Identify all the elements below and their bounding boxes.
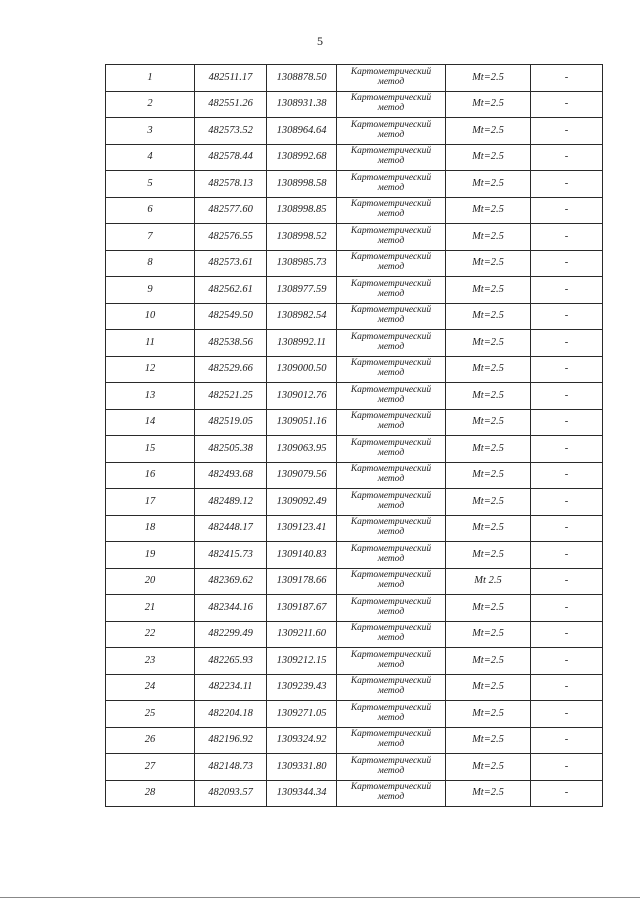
coordinates-table: [105, 64, 603, 807]
accuracy-cell: Mt=2.5: [446, 648, 531, 675]
point-number-cell: 13: [106, 383, 195, 410]
method-line-2: метод: [377, 553, 405, 564]
table-row: [106, 674, 603, 701]
method-line-1: Картометрический: [350, 596, 432, 607]
method-line-2: метод: [377, 156, 405, 167]
method-line-2: метод: [377, 606, 405, 617]
coordinate-x-cell: 482578.44: [195, 144, 267, 171]
method-cell: [337, 197, 446, 224]
coordinate-y-cell: 1308992.11: [267, 330, 337, 357]
method-cell: [337, 144, 446, 171]
note-cell: -: [531, 595, 603, 622]
point-number-cell: 22: [106, 621, 195, 648]
point-number-cell: 3: [106, 118, 195, 145]
point-number-cell: 20: [106, 568, 195, 595]
method-cell: [337, 701, 446, 728]
accuracy-cell: Mt=2.5: [446, 542, 531, 569]
coordinate-x-cell: 482521.25: [195, 383, 267, 410]
table-row: [106, 197, 603, 224]
coordinate-x-cell: 482234.11: [195, 674, 267, 701]
method-line-1: Картометрический: [350, 172, 432, 183]
method-line-1: Картометрический: [350, 437, 432, 448]
method-line-2: метод: [377, 659, 405, 670]
accuracy-cell: Mt=2.5: [446, 330, 531, 357]
note-cell: -: [531, 621, 603, 648]
note-cell: -: [531, 144, 603, 171]
table-row: [106, 621, 603, 648]
coordinate-y-cell: 1309092.49: [267, 489, 337, 516]
note-cell: -: [531, 674, 603, 701]
note-cell: -: [531, 515, 603, 542]
table-row: [106, 356, 603, 383]
note-cell: -: [531, 489, 603, 516]
method-line-2: метод: [377, 739, 405, 750]
method-cell: [337, 489, 446, 516]
note-cell: -: [531, 727, 603, 754]
point-number-cell: 16: [106, 462, 195, 489]
table-row: [106, 648, 603, 675]
coordinate-x-cell: 482448.17: [195, 515, 267, 542]
coordinate-y-cell: 1309051.16: [267, 409, 337, 436]
note-cell: -: [531, 118, 603, 145]
method-cell: [337, 409, 446, 436]
point-number-cell: 9: [106, 277, 195, 304]
accuracy-cell: Mt=2.5: [446, 674, 531, 701]
table-row: [106, 489, 603, 516]
page-number: 5: [317, 34, 323, 48]
method-cell: [337, 754, 446, 781]
accuracy-cell: Mt=2.5: [446, 144, 531, 171]
method-line-1: Картометрический: [350, 543, 432, 554]
accuracy-cell: Mt=2.5: [446, 489, 531, 516]
coordinate-y-cell: 1309079.56: [267, 462, 337, 489]
method-line-2: метод: [377, 474, 405, 485]
coordinate-y-cell: 1308992.68: [267, 144, 337, 171]
point-number-cell: 27: [106, 754, 195, 781]
note-cell: -: [531, 542, 603, 569]
coordinate-y-cell: 1308985.73: [267, 250, 337, 277]
note-cell: -: [531, 356, 603, 383]
method-line-1: Картометрический: [350, 623, 432, 634]
method-line-2: метод: [377, 447, 405, 458]
table-body: [106, 65, 603, 807]
method-cell: [337, 648, 446, 675]
coordinate-x-cell: 482562.61: [195, 277, 267, 304]
coordinate-y-cell: 1308931.38: [267, 91, 337, 118]
method-cell: [337, 65, 446, 92]
method-cell: [337, 568, 446, 595]
method-line-1: Картометрический: [350, 570, 432, 581]
coordinate-x-cell: 482511.17: [195, 65, 267, 92]
method-cell: [337, 250, 446, 277]
coordinate-x-cell: 482529.66: [195, 356, 267, 383]
method-line-1: Картометрический: [350, 66, 432, 77]
table-row: [106, 727, 603, 754]
point-number-cell: 10: [106, 303, 195, 330]
method-line-1: Картометрический: [350, 331, 432, 342]
point-number-cell: 12: [106, 356, 195, 383]
method-line-1: Картометрический: [350, 755, 432, 766]
coordinate-x-cell: 482415.73: [195, 542, 267, 569]
coordinate-y-cell: 1309178.66: [267, 568, 337, 595]
table-row: [106, 701, 603, 728]
method-line-2: метод: [377, 368, 405, 379]
method-cell: [337, 383, 446, 410]
coordinate-x-cell: 482344.16: [195, 595, 267, 622]
method-line-2: метод: [377, 712, 405, 723]
method-cell: [337, 224, 446, 251]
method-line-2: метод: [377, 686, 405, 697]
table-row: [106, 224, 603, 251]
coordinate-y-cell: 1309063.95: [267, 436, 337, 463]
method-cell: [337, 542, 446, 569]
method-line-1: Картометрический: [350, 490, 432, 501]
note-cell: -: [531, 303, 603, 330]
coordinate-y-cell: 1309324.92: [267, 727, 337, 754]
table-row: [106, 144, 603, 171]
coordinate-x-cell: 482551.26: [195, 91, 267, 118]
table-row: [106, 542, 603, 569]
coordinate-x-cell: 482148.73: [195, 754, 267, 781]
method-line-1: Картометрический: [350, 305, 432, 316]
coordinate-y-cell: 1308964.64: [267, 118, 337, 145]
accuracy-cell: Mt=2.5: [446, 409, 531, 436]
coordinate-y-cell: 1308982.54: [267, 303, 337, 330]
accuracy-cell: Mt=2.5: [446, 303, 531, 330]
accuracy-cell: Mt=2.5: [446, 277, 531, 304]
coordinate-y-cell: 1309212.15: [267, 648, 337, 675]
method-cell: [337, 727, 446, 754]
coordinate-x-cell: 482204.18: [195, 701, 267, 728]
method-line-2: метод: [377, 527, 405, 538]
coordinate-x-cell: 482369.62: [195, 568, 267, 595]
coordinate-x-cell: 482489.12: [195, 489, 267, 516]
note-cell: -: [531, 65, 603, 92]
coordinate-y-cell: 1309000.50: [267, 356, 337, 383]
method-line-1: Картометрический: [350, 119, 432, 130]
coordinate-y-cell: 1308977.59: [267, 277, 337, 304]
page-bottom-rule: [0, 897, 640, 898]
method-line-1: Картометрический: [350, 278, 432, 289]
method-line-2: метод: [377, 341, 405, 352]
coordinate-x-cell: 482538.56: [195, 330, 267, 357]
point-number-cell: 25: [106, 701, 195, 728]
note-cell: -: [531, 224, 603, 251]
method-line-1: Картометрический: [350, 411, 432, 422]
point-number-cell: 21: [106, 595, 195, 622]
point-number-cell: 17: [106, 489, 195, 516]
coordinate-x-cell: 482578.13: [195, 171, 267, 198]
accuracy-cell: Mt 2.5: [446, 568, 531, 595]
method-cell: [337, 118, 446, 145]
table-row: [106, 171, 603, 198]
method-line-1: Картометрический: [350, 729, 432, 740]
method-line-2: метод: [377, 103, 405, 114]
table-row: [106, 436, 603, 463]
table-row: [106, 595, 603, 622]
coordinate-y-cell: 1309012.76: [267, 383, 337, 410]
coordinate-y-cell: 1308998.52: [267, 224, 337, 251]
coordinate-x-cell: 482573.61: [195, 250, 267, 277]
method-line-1: Картометрический: [350, 252, 432, 263]
coordinate-y-cell: 1309140.83: [267, 542, 337, 569]
method-line-1: Картометрический: [350, 358, 432, 369]
accuracy-cell: Mt=2.5: [446, 224, 531, 251]
method-cell: [337, 91, 446, 118]
coordinate-y-cell: 1309211.60: [267, 621, 337, 648]
method-line-2: метод: [377, 500, 405, 511]
method-line-2: метод: [377, 288, 405, 299]
coordinate-y-cell: 1309271.05: [267, 701, 337, 728]
method-line-2: метод: [377, 182, 405, 193]
method-line-1: Картометрический: [350, 649, 432, 660]
note-cell: -: [531, 568, 603, 595]
accuracy-cell: Mt=2.5: [446, 65, 531, 92]
accuracy-cell: Mt=2.5: [446, 754, 531, 781]
method-line-2: метод: [377, 76, 405, 87]
method-line-2: метод: [377, 394, 405, 405]
note-cell: -: [531, 250, 603, 277]
accuracy-cell: Mt=2.5: [446, 595, 531, 622]
coordinate-x-cell: 482093.57: [195, 780, 267, 807]
coordinate-x-cell: 482577.60: [195, 197, 267, 224]
method-line-2: метод: [377, 792, 405, 803]
point-number-cell: 2: [106, 91, 195, 118]
method-line-2: метод: [377, 209, 405, 220]
note-cell: -: [531, 171, 603, 198]
method-cell: [337, 330, 446, 357]
method-cell: [337, 621, 446, 648]
note-cell: -: [531, 409, 603, 436]
note-cell: -: [531, 383, 603, 410]
note-cell: -: [531, 330, 603, 357]
method-cell: [337, 303, 446, 330]
coordinate-x-cell: 482576.55: [195, 224, 267, 251]
accuracy-cell: Mt=2.5: [446, 436, 531, 463]
note-cell: -: [531, 462, 603, 489]
table-row: [106, 250, 603, 277]
coordinate-x-cell: 482265.93: [195, 648, 267, 675]
accuracy-cell: Mt=2.5: [446, 118, 531, 145]
point-number-cell: 4: [106, 144, 195, 171]
point-number-cell: 24: [106, 674, 195, 701]
note-cell: -: [531, 780, 603, 807]
table-row: [106, 409, 603, 436]
accuracy-cell: Mt=2.5: [446, 462, 531, 489]
table-row: [106, 754, 603, 781]
method-line-1: Картометрический: [350, 517, 432, 528]
point-number-cell: 14: [106, 409, 195, 436]
point-number-cell: 26: [106, 727, 195, 754]
note-cell: -: [531, 436, 603, 463]
coordinate-y-cell: 1309331.80: [267, 754, 337, 781]
method-line-2: метод: [377, 129, 405, 140]
coordinate-x-cell: 482573.52: [195, 118, 267, 145]
note-cell: -: [531, 648, 603, 675]
table-row: [106, 330, 603, 357]
accuracy-cell: Mt=2.5: [446, 515, 531, 542]
table-row: [106, 118, 603, 145]
table-row: [106, 303, 603, 330]
method-line-1: Картометрический: [350, 702, 432, 713]
method-line-1: Картометрический: [350, 676, 432, 687]
method-cell: [337, 674, 446, 701]
table-row: [106, 65, 603, 92]
coordinate-x-cell: 482493.68: [195, 462, 267, 489]
coordinate-y-cell: 1309187.67: [267, 595, 337, 622]
method-line-1: Картометрический: [350, 199, 432, 210]
coordinate-x-cell: 482196.92: [195, 727, 267, 754]
accuracy-cell: Mt=2.5: [446, 197, 531, 224]
note-cell: -: [531, 277, 603, 304]
method-cell: [337, 356, 446, 383]
accuracy-cell: Mt=2.5: [446, 701, 531, 728]
point-number-cell: 5: [106, 171, 195, 198]
table-row: [106, 277, 603, 304]
method-line-2: метод: [377, 633, 405, 644]
point-number-cell: 28: [106, 780, 195, 807]
coordinate-y-cell: 1308998.85: [267, 197, 337, 224]
note-cell: -: [531, 197, 603, 224]
method-cell: [337, 780, 446, 807]
method-line-2: метод: [377, 315, 405, 326]
accuracy-cell: Mt=2.5: [446, 250, 531, 277]
method-cell: [337, 595, 446, 622]
note-cell: -: [531, 91, 603, 118]
method-line-1: Картометрический: [350, 782, 432, 793]
table-row: [106, 515, 603, 542]
method-cell: [337, 462, 446, 489]
point-number-cell: 7: [106, 224, 195, 251]
coordinate-y-cell: 1308878.50: [267, 65, 337, 92]
table-row: [106, 91, 603, 118]
point-number-cell: 8: [106, 250, 195, 277]
method-cell: [337, 515, 446, 542]
coordinate-y-cell: 1309123.41: [267, 515, 337, 542]
method-line-2: метод: [377, 765, 405, 776]
method-line-1: Картометрический: [350, 225, 432, 236]
method-cell: [337, 277, 446, 304]
method-line-1: Картометрический: [350, 384, 432, 395]
note-cell: -: [531, 701, 603, 728]
accuracy-cell: Mt=2.5: [446, 383, 531, 410]
table-row: [106, 462, 603, 489]
accuracy-cell: Mt=2.5: [446, 621, 531, 648]
coordinate-y-cell: 1309239.43: [267, 674, 337, 701]
point-number-cell: 18: [106, 515, 195, 542]
method-cell: [337, 171, 446, 198]
accuracy-cell: Mt=2.5: [446, 727, 531, 754]
table-row: [106, 780, 603, 807]
method-line-1: Картометрический: [350, 146, 432, 157]
method-line-2: метод: [377, 235, 405, 246]
point-number-cell: 19: [106, 542, 195, 569]
point-number-cell: 11: [106, 330, 195, 357]
accuracy-cell: Mt=2.5: [446, 356, 531, 383]
coordinate-x-cell: 482505.38: [195, 436, 267, 463]
point-number-cell: 23: [106, 648, 195, 675]
coordinate-y-cell: 1308998.58: [267, 171, 337, 198]
table-row: [106, 568, 603, 595]
coordinate-x-cell: 482519.05: [195, 409, 267, 436]
table-row: [106, 383, 603, 410]
point-number-cell: 15: [106, 436, 195, 463]
method-line-1: Картометрический: [350, 464, 432, 475]
accuracy-cell: Mt=2.5: [446, 91, 531, 118]
point-number-cell: 1: [106, 65, 195, 92]
method-line-2: метод: [377, 580, 405, 591]
method-line-1: Картометрический: [350, 93, 432, 104]
coordinate-x-cell: 482299.49: [195, 621, 267, 648]
method-line-2: метод: [377, 262, 405, 273]
accuracy-cell: Mt=2.5: [446, 780, 531, 807]
accuracy-cell: Mt=2.5: [446, 171, 531, 198]
coordinate-y-cell: 1309344.34: [267, 780, 337, 807]
coordinate-x-cell: 482549.50: [195, 303, 267, 330]
note-cell: -: [531, 754, 603, 781]
method-cell: [337, 436, 446, 463]
point-number-cell: 6: [106, 197, 195, 224]
method-line-2: метод: [377, 421, 405, 432]
